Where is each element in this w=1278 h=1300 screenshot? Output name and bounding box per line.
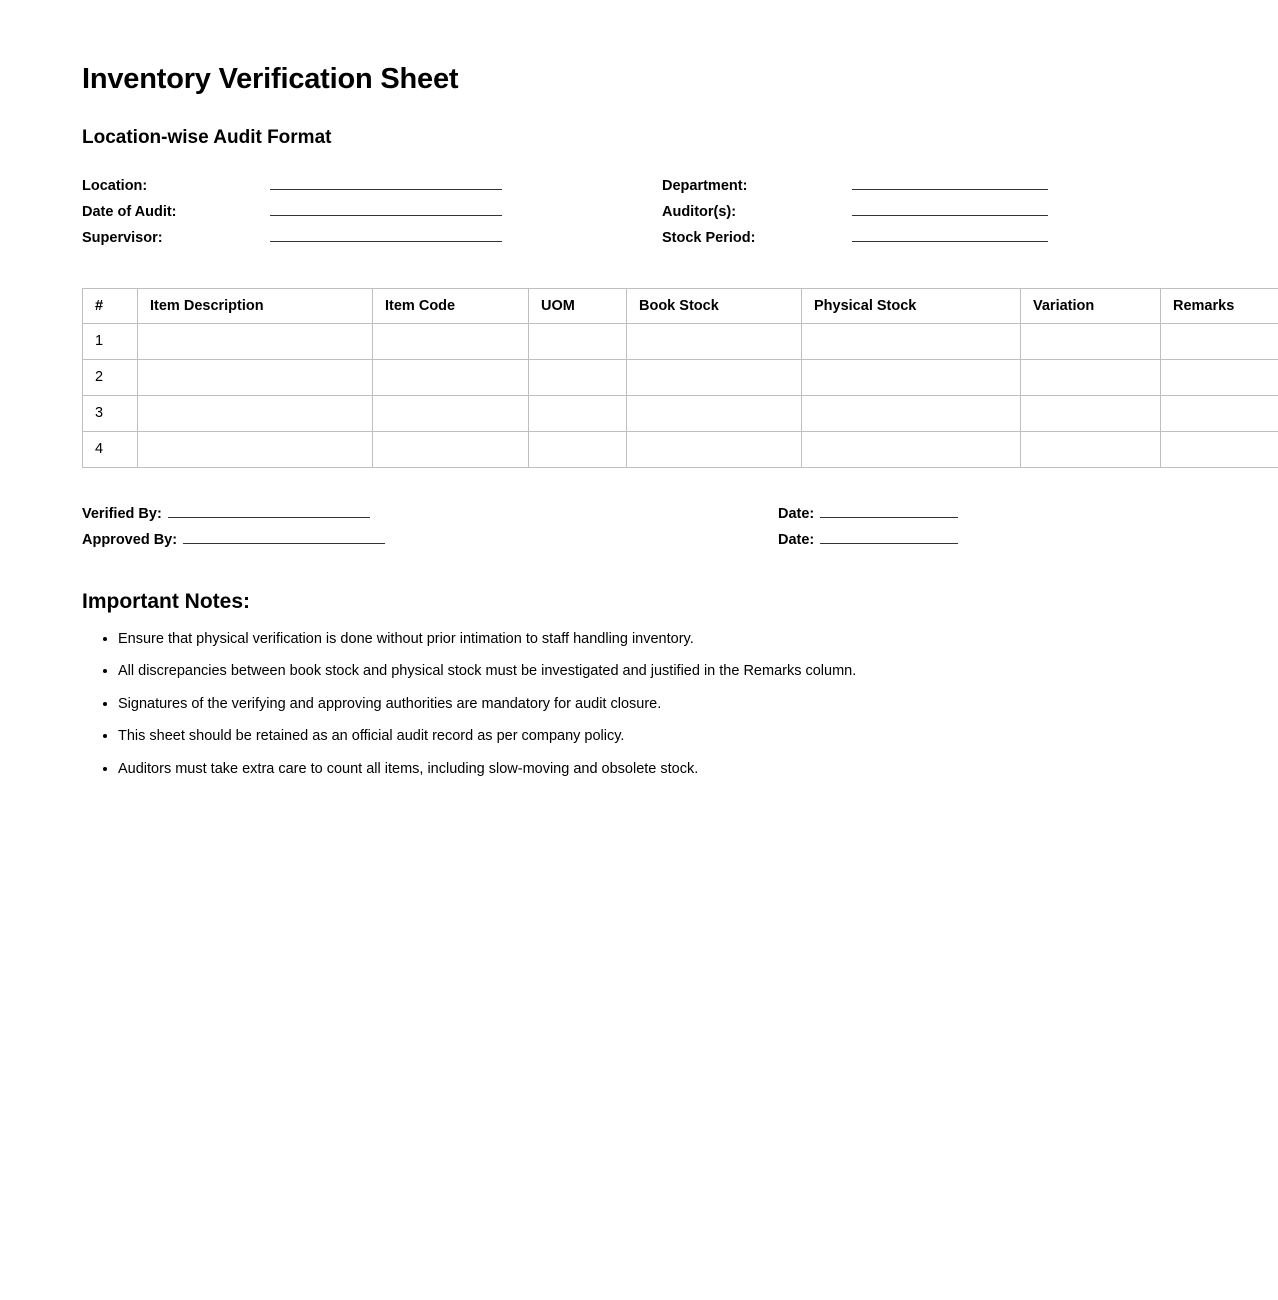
cell-item-description[interactable] [138, 323, 373, 359]
list-item: • Auditors must take extra care to count all items, including slow-moving and obsolete stock. [118, 760, 1198, 780]
cell-uom[interactable] [529, 395, 627, 431]
column-header-variation: Variation [1021, 288, 1161, 323]
cell-book-stock[interactable] [627, 431, 802, 467]
column-header-number: # [83, 288, 138, 323]
column-header-book-stock: Book Stock [627, 288, 802, 323]
signature-label-verified-date: Date: [778, 505, 815, 522]
meta-field-auditors [662, 202, 1048, 228]
list-item: • All discrepancies between book stock and physical stock must be investigated and justified in the Remarks column. [118, 662, 1198, 682]
meta-input-stock-period[interactable] [852, 228, 1048, 242]
signature-field-verified-date [778, 504, 958, 530]
column-header-uom: UOM [529, 288, 627, 323]
meta-field-date-of-audit [82, 202, 662, 228]
cell-variation[interactable] [1021, 395, 1161, 431]
signature-label-approved-date: Date: [778, 531, 815, 548]
table-header [83, 288, 1278, 323]
page-title: Inventory Verification Sheet [82, 63, 459, 95]
cell-variation[interactable] [1021, 431, 1161, 467]
cell-item-code[interactable] [373, 395, 529, 431]
notes-title: Important Notes: [82, 589, 250, 613]
cell-remarks[interactable] [1161, 359, 1278, 395]
meta-input-department[interactable] [852, 176, 1048, 190]
signature-block [82, 504, 1198, 564]
signature-label-verified-by: Verified By: [82, 505, 162, 522]
column-header-physical-stock: Physical Stock [802, 288, 1021, 323]
cell-remarks[interactable] [1161, 431, 1278, 467]
notes-list [82, 630, 1198, 780]
cell-item-description[interactable] [138, 359, 373, 395]
list-item: • Ensure that physical verification is done without prior intimation to staff handling inventory. [118, 630, 1198, 650]
inventory-table [82, 288, 1278, 468]
table-row [83, 395, 1278, 431]
cell-row-number: 1 [83, 323, 138, 359]
cell-physical-stock[interactable] [802, 431, 1021, 467]
cell-variation[interactable] [1021, 359, 1161, 395]
cell-physical-stock[interactable] [802, 359, 1021, 395]
meta-label-stock-period: Stock Period: [662, 229, 756, 246]
signature-field-verified-by [82, 504, 1198, 530]
cell-remarks[interactable] [1161, 323, 1278, 359]
cell-physical-stock[interactable] [802, 395, 1021, 431]
meta-label-date-of-audit: Date of Audit: [82, 203, 177, 220]
meta-label-auditors: Auditor(s): [662, 203, 737, 220]
cell-variation[interactable] [1021, 323, 1161, 359]
signature-input-approved-date[interactable] [820, 530, 958, 544]
table-body [83, 323, 1278, 467]
meta-label-department: Department: [662, 177, 748, 194]
cell-book-stock[interactable] [627, 395, 802, 431]
meta-fields [82, 176, 1198, 254]
cell-item-description[interactable] [138, 431, 373, 467]
meta-input-date-of-audit[interactable] [270, 202, 502, 216]
signature-field-approved-date [778, 530, 958, 556]
list-item: • This sheet should be retained as an official audit record as per company policy. [118, 727, 1198, 747]
cell-uom[interactable] [529, 359, 627, 395]
cell-uom[interactable] [529, 323, 627, 359]
page-subtitle: Location-wise Audit Format [82, 126, 332, 148]
cell-row-number: 3 [83, 395, 138, 431]
signature-input-approved-by[interactable] [183, 530, 385, 544]
signature-input-verified-date[interactable] [820, 504, 958, 518]
meta-label-location: Location: [82, 177, 148, 194]
cell-item-code[interactable] [373, 359, 529, 395]
table-row [83, 323, 1278, 359]
signature-field-approved-by [82, 530, 1198, 556]
signature-label-approved-by: Approved By: [82, 531, 178, 548]
column-header-item-code: Item Code [373, 288, 529, 323]
table-row [83, 359, 1278, 395]
cell-row-number: 4 [83, 431, 138, 467]
column-header-remarks: Remarks [1161, 288, 1278, 323]
meta-input-auditors[interactable] [852, 202, 1048, 216]
meta-column-right [662, 176, 1048, 254]
meta-input-supervisor[interactable] [270, 228, 502, 242]
cell-item-code[interactable] [373, 323, 529, 359]
table-row [83, 431, 1278, 467]
cell-row-number: 2 [83, 359, 138, 395]
table-header-row [83, 288, 1278, 323]
cell-uom[interactable] [529, 431, 627, 467]
cell-item-description[interactable] [138, 395, 373, 431]
cell-book-stock[interactable] [627, 323, 802, 359]
list-item: • Signatures of the verifying and approving authorities are mandatory for audit closure. [118, 695, 1198, 715]
meta-column-left [82, 176, 662, 254]
meta-field-location [82, 176, 662, 202]
meta-label-supervisor: Supervisor: [82, 229, 163, 246]
meta-field-supervisor [82, 228, 662, 254]
cell-book-stock[interactable] [627, 359, 802, 395]
column-header-item-description: Item Description [138, 288, 373, 323]
signature-input-verified-by[interactable] [168, 504, 370, 518]
cell-item-code[interactable] [373, 431, 529, 467]
cell-physical-stock[interactable] [802, 323, 1021, 359]
meta-input-location[interactable] [270, 176, 502, 190]
cell-remarks[interactable] [1161, 395, 1278, 431]
meta-field-department [662, 176, 1048, 202]
signature-date-column [778, 504, 958, 556]
meta-field-stock-period [662, 228, 1048, 254]
